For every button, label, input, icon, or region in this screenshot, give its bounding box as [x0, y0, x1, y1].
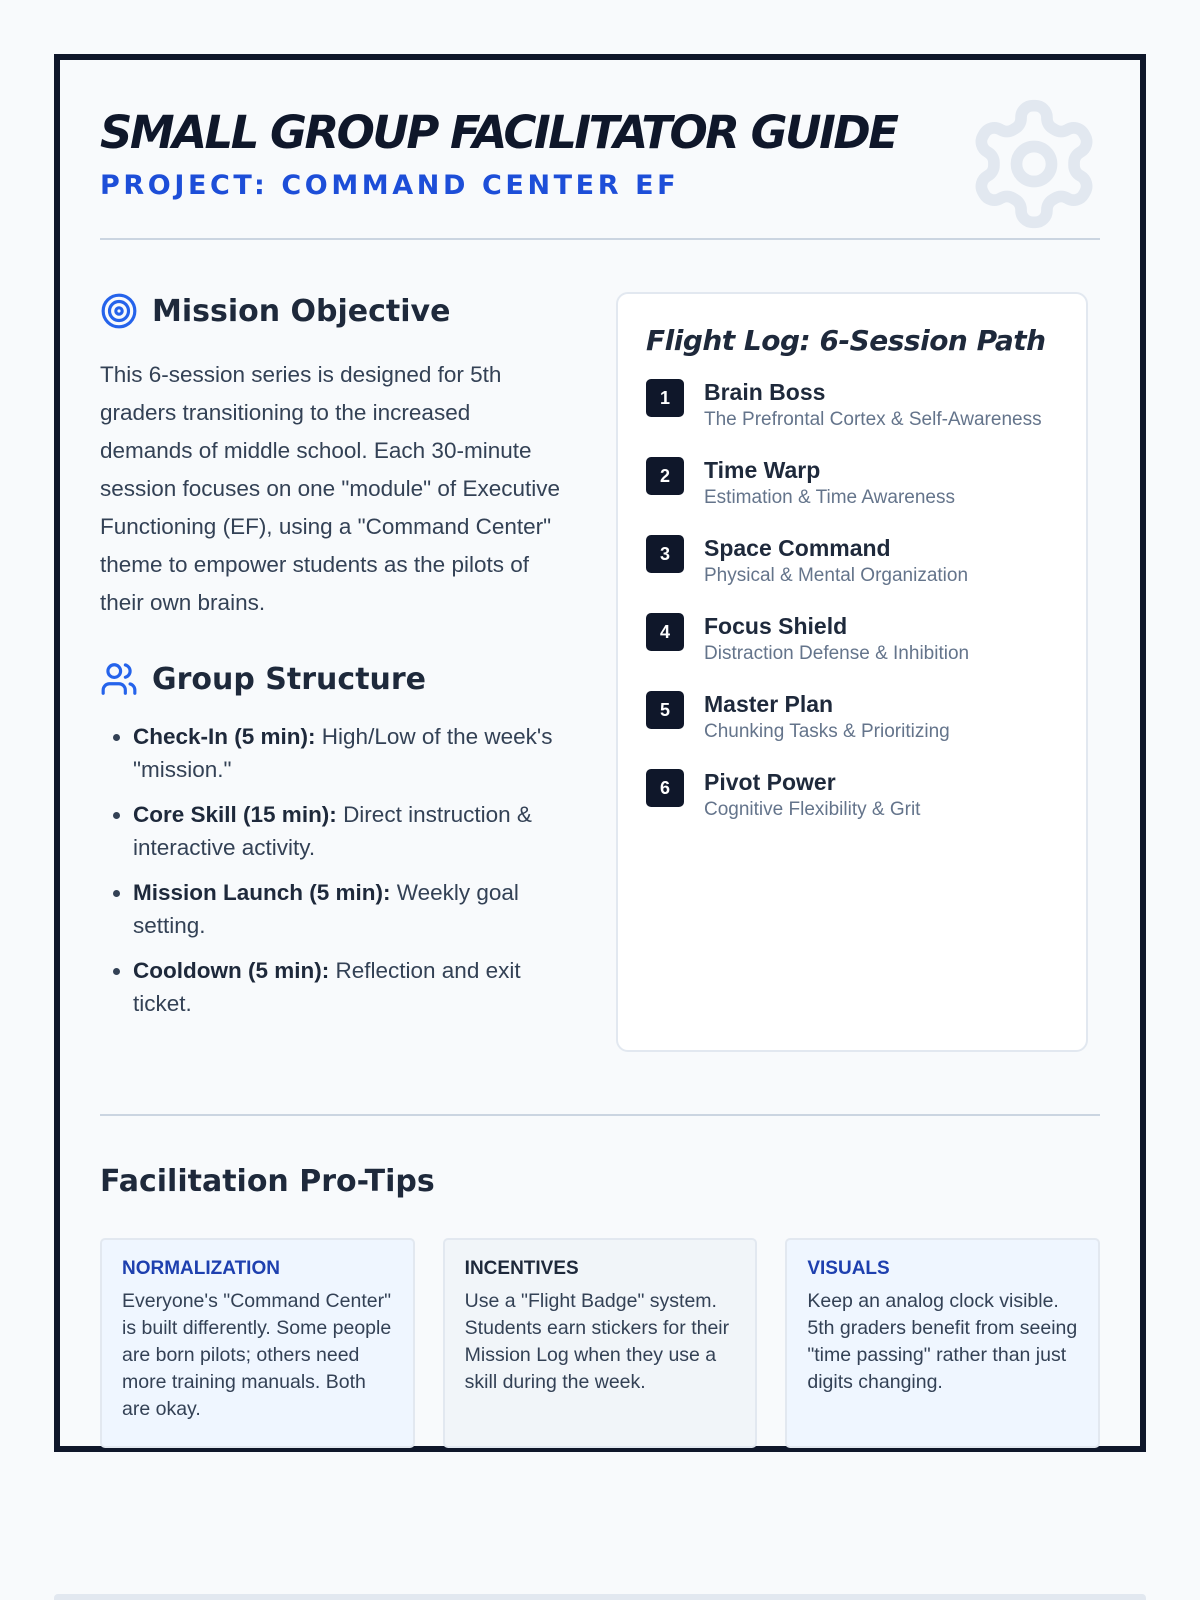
item-label: Core Skill (15 min):	[133, 802, 337, 827]
session-name: Brain Boss	[704, 379, 826, 405]
flight-log-card	[616, 292, 1088, 1052]
tip-label: VISUALS	[807, 1258, 890, 1279]
item-text: High/Low of the week's "mission."	[133, 724, 553, 782]
structure-list	[100, 720, 562, 1020]
session-description: Physical & Mental Organization	[704, 565, 969, 586]
guide-page	[54, 54, 1146, 1452]
tip-body: Keep an analog clock visible. 5th graders benefit from seeing "time passing" rather than just digits changing.	[807, 1290, 1078, 1393]
item-label: Mission Launch (5 min):	[133, 880, 391, 905]
mission-body: This 6-session series is designed for 5th graders transitioning to the increased demands of middle school. Each 30-minute session focuses on one "module" of Executive Functioning (EF), using a "Command Center" theme to empower students as the pilots of their own brains.	[100, 362, 560, 615]
tip-label: NORMALIZATION	[122, 1258, 280, 1279]
tips-row	[100, 1238, 1100, 1448]
tip-card-incentives	[443, 1238, 758, 1448]
session-name: Master Plan	[704, 691, 834, 717]
item-text: Weekly goal setting.	[133, 880, 519, 938]
session-number-badge: 2	[646, 457, 684, 495]
item-label: Cooldown (5 min):	[133, 958, 330, 983]
gear-icon	[964, 94, 1104, 234]
structure-heading-text: Group Structure	[152, 661, 427, 697]
session-number-badge: 6	[646, 769, 684, 807]
session-name: Space Command	[704, 535, 891, 561]
session-number-badge: 1	[646, 379, 684, 417]
structure-heading	[100, 660, 562, 698]
item-label: Check-In (5 min):	[133, 724, 316, 749]
tip-body: Everyone's "Command Center" is built differently. Some people are born pilots; others need more training manuals. Both are okay.	[122, 1290, 392, 1420]
session-number-badge: 3	[646, 535, 684, 573]
tip-label: INCENTIVES	[464, 1258, 579, 1279]
session-number-badge: 4	[646, 613, 684, 651]
tip-card-visuals	[785, 1238, 1100, 1448]
section-divider	[100, 1114, 1100, 1116]
session-item	[646, 533, 1058, 589]
flight-log-title: Flight Log: 6-Session Path	[646, 324, 1046, 357]
session-item	[646, 377, 1058, 433]
session-item	[646, 767, 1058, 823]
page-subtitle: PROJECT: COMMAND CENTER EF	[100, 170, 680, 201]
session-number-badge: 5	[646, 691, 684, 729]
session-item	[646, 611, 1058, 667]
session-description: The Prefrontal Cortex & Self-Awareness	[704, 409, 1042, 430]
session-list	[646, 377, 1058, 823]
list-item	[133, 720, 562, 786]
mission-heading	[100, 292, 562, 330]
tip-card-normalization	[100, 1238, 415, 1448]
tip-body: Use a "Flight Badge" system. Students earn stickers for their Mission Log when they use a skill during the week.	[464, 1290, 730, 1393]
session-name: Time Warp	[704, 457, 821, 483]
target-icon	[100, 292, 138, 330]
list-item	[133, 954, 562, 1020]
session-description: Chunking Tasks & Prioritizing	[704, 721, 950, 742]
users-icon	[100, 660, 138, 698]
session-item	[646, 689, 1058, 745]
item-text: Direct instruction & interactive activity.	[133, 802, 532, 860]
item-text: Reflection and exit ticket.	[133, 958, 521, 1016]
left-column	[100, 292, 562, 1032]
next-page-edge	[54, 1594, 1146, 1600]
mission-heading-text: Mission Objective	[152, 293, 451, 329]
list-item	[133, 798, 562, 864]
session-name: Pivot Power	[704, 769, 836, 795]
session-description: Distraction Defense & Inhibition	[704, 643, 970, 664]
session-name: Focus Shield	[704, 613, 848, 639]
session-item	[646, 455, 1058, 511]
list-item	[133, 876, 562, 942]
header-divider	[100, 238, 1100, 240]
session-description: Cognitive Flexibility & Grit	[704, 799, 921, 820]
page-title: SMALL GROUP FACILITATOR GUIDE	[100, 106, 897, 159]
tips-heading: Facilitation Pro-Tips	[100, 1164, 435, 1199]
session-description: Estimation & Time Awareness	[704, 487, 955, 508]
